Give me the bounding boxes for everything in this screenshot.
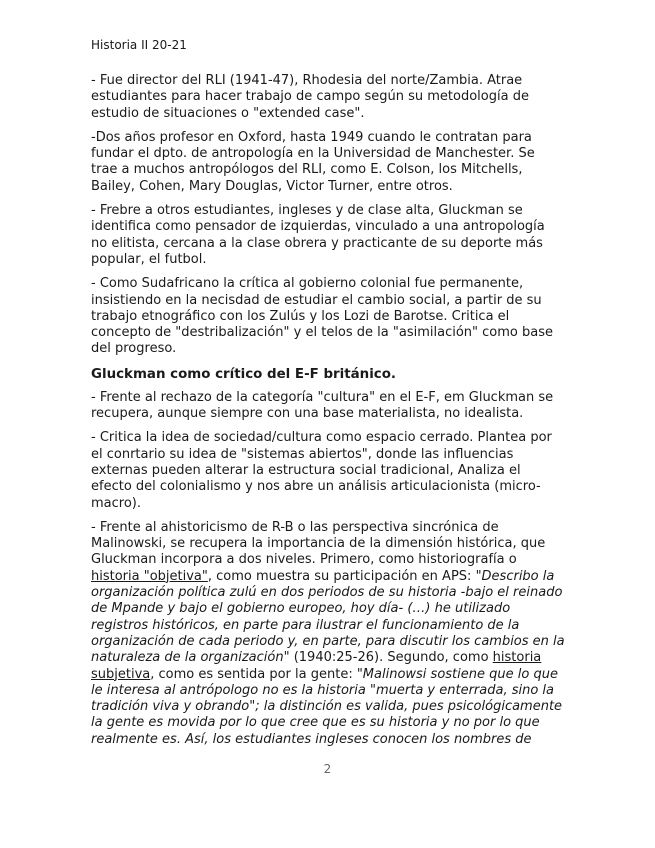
- page-number: 2: [323, 762, 332, 776]
- paragraph-colonial-critique: - Como Sudafricano la crítica al gobierno colonial fue permanente, insistiendo en la necisdad de estudiar el cambio social, a partir de su trabajo etnográfico con los Zulús y los Lozi de Barotse. Critica el concepto de "destribalización" y el telos de la "asimilación" como base del progreso.: [91, 276, 553, 357]
- history-text-3: (1940:25-26). Segundo, como: [289, 650, 493, 666]
- paragraph-culture: - Frente al rechazo de la categoría "cultura" en el E-F, em Gluckman se recupera, aunque siempre con una base materialista, no idealista.: [91, 389, 554, 422]
- paragraph-left-thinker: - Frebre a otros estudiantes, ingleses y de clase alta, Gluckman se identifica como pensador de izquierdas, vinculado a una antropología no elitista, cercana a la clase obrera y practicante de su deporte más popular, el futbol.: [91, 203, 545, 267]
- subjective-history-term: historia subjetiva: [91, 650, 542, 682]
- paragraph-rli-director: - Fue director del RLI (1941-47), Rhodesia del norte/Zambia. Atrae estudiantes para hacer trabajo de campo según su metodología de estudio de situaciones o "extended case".: [91, 73, 529, 121]
- page-header: Historia II 20-21: [91, 38, 187, 52]
- aps-quote: "Describo la organización política zulú en dos periodos de su historia -bajo el reinado de Mpande y bajo el gobierno europeo, hoy día- (…) he utilizado registros históricos, en parte para ilustrar el funcionamiento de la organización de cada periodo y, en parte, para discutir los cambios en la naturaleza de la organización": [91, 568, 565, 666]
- history-text-4: , como es sentida por la gente:: [150, 666, 357, 682]
- history-text-2: , como muestra su participación en APS:: [207, 568, 476, 584]
- document-body: [91, 73, 565, 756]
- paragraph-open-systems: - Critica la idea de sociedad/cultura como espacio cerrado. Plantea por el conrtario su idea de "sistemas abiertos", donde las influencias externas pueden alterar la estructura social tradicional, Analiza el efecto del colonialismo y nos abre un análisis articulacionista (micro-macro).: [91, 430, 552, 511]
- objective-history-term: historia "objetiva": [91, 568, 208, 584]
- malinowski-quote: "Malinowsi sostiene que lo que le interesa al antrópologo no es la historia "muerta y enterrada, sino la tradición viva y obrando"; la distinción es valida, pues psicológicamente la gente es movida por lo que cree que es su historia y no por lo que realmente es. Así, los estudiantes ingleses conocen los nombres de: [91, 666, 563, 747]
- section-heading: Gluckman como crítico del E-F británico.: [91, 366, 397, 382]
- history-text-1: - Frente al ahistoricismo de R-B o las perspectiva sincrónica de Malinowski, se recupera la importancia de la dimensión histórica, que Gluckman incorpora a dos niveles. Primero, como historiografía o: [91, 519, 546, 568]
- paragraph-history: [91, 520, 565, 748]
- paragraph-oxford-manchester: -Dos años profesor en Oxford, hasta 1949 cuando le contratan para fundar el dpto. de antropología en la Universidad de Manchester. Se trae a muchos antropólogos del RLI, como E. Colson, los Mitchells, Bailey, Cohen, Mary Douglas, Victor Turner, entre otros.: [91, 129, 535, 194]
